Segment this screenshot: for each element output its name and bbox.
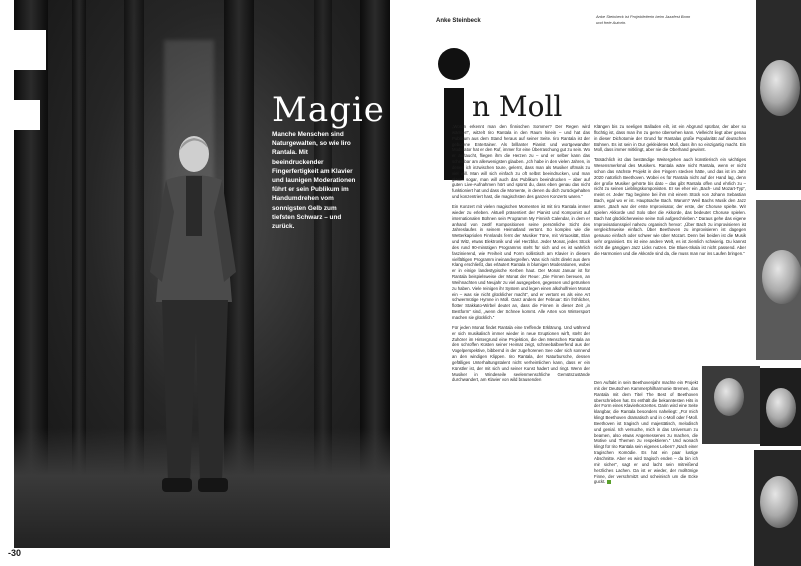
portrait-photo — [754, 450, 801, 566]
right-page — [402, 0, 801, 566]
left-page — [0, 0, 398, 566]
page-title-right — [472, 90, 562, 123]
pianist-figure — [136, 132, 246, 512]
title-rest: n Moll — [472, 90, 563, 123]
text-column-1 — [452, 124, 590, 387]
paragraph: Für jeden Monat findet Rantala eine treffende Erklärung. Und während er sich musikalisch immer wieder in neue Eruptionen wirft, steht der Zuhörer im Hintergrund eine Projektion, die den Menschen Rantala an den schroffen Küsten seiner Heimat zeigt, schneebalbverfend aus der Vogelperspektive, bibbernd in der zugefrorenen See oder sich sonnend an den windigen Klippen. Iiro Rantala, der Naturbursche, dessen gefälliges Unterhaltungstalent nicht verheimlichen kann, dass er ein Künstler ist, der mit sich und seiner Kunst hadert und ringt. Wenn der Musiker in Windeseile seelenmenschliche Gemütszustände durchwandert, am Klavier von wild brausenden — [452, 324, 590, 383]
end-mark — [607, 480, 611, 484]
portrait-photo — [760, 368, 801, 446]
decorative-letter-f — [0, 30, 46, 240]
paragraph-text: Den Auftakt in sein Beethovenjahr machte ein Projekt mit der Deutschen Kammerphilharmonie Bremen, das Rantala mit dem Titel The Best of Beethoven überschrieben hat. Es enthält die bekanntesten Hits in der Form eines Klavierkonzertes. Darin wird eine Seite klangbar, die Rantala besonders naheliegt: „Für mich klingt Beethoven dramatisch und in c-Moll oder f-Moll. Beethoven ist tragisch und majestätisch, melodisch und genial. Ich versuche, mich in das Universum zu beamen, also etwas Angemessenes zu machen, die Motive und Themen zu respektieren.“ Und wonach klingt für Iiro Rantala sein eigenes Leben? „Nach einer tragischen Komödie. Es hat ein paar lustige Abschnitte. Aber es wird tragisch enden – da bin ich mir sicher“, sagt er und lacht sein mitreißend herzliches Lachen. Da ist er wieder, der molltönige Finne, der verschmitzt und scheinisch um die Ecke guckt. — [594, 380, 698, 485]
paragraph: Ein Konzert mit vielen magischen Momenten ist mit Iiro Rantala immer wieder zu erleben. Aktuell präsentiert der Pianist und Komponist auf internationalen Bühnen sein Programm My Finnish Calendar, in dem er anhand von zwölf Kompositionen seine persönliche Sicht des Jahreslaufes in seinem Heimatland vertont. So komplex wie die Wetterkapriolen Finnlands fernt der Musiker Töne, mit Virtuosität, Elan und Witz, etwas Elektronik und viel Herzblut. Jeder Monat, jedes Stück des rund 90-minütigen Programms steht für sich und es ist wahrlich faszinierend, wie Freiheit und Form sollistisch am Klavier in diesem vielfältigen Programm ineinandergreifen. Was sich nicht direkt aus dem Klang erschließt, das erläutert Rantala in blumigen Moderationen, wobei er in einige landestypische Kerben haut. Der Monat Januar ist für Rantala beispielsweise der Monat der Reue: „Die Finnen bereuen, an Weihnachten und Neujahr zu viel ausgegeben, gegessen und getrunken zu haben. Viele reinigen ihr System und legen einen alkoholfreien Monat ein – was sie nicht glücklicher macht“, und er vertont es als eine Art schwermütige Hymne in Moll. Ganz anders der Februar: Ein fröhlicher, flotter Stakkato-Wirbel deutet an, dass die Finnen in dieser Zeit „in Bestform“ sind, „wenn der Schnee kommt. Alle Arten von Wintersport machen sie glücklich.“ — [452, 203, 590, 320]
text-column-2-lower — [594, 380, 698, 489]
author-name: Anke Steinbeck — [436, 18, 481, 24]
paragraph: „Woran erkennt man den finnischen Sommer? Der Regen wird wärmer!“, witzelt Iiro Rantala in den Raum hinein – und hat das Publikum aus dem Stand heraus auf seiner Seite. Iiro Rantala ist der geborene Entertainer. Als brillanter Pianist und wortgewandter Moderator hat er den Ruf, immer für eine Überraschung gut zu sein. Wo er auftaucht, fliegen ihm die Herzen zu – und er selber kann das scheinbar am allerwenigsten glauben. „Ich habe in den vielen Jahren, in denen ich inzwischen toure, gelernt, dass man als Musiker oftmals zu viel will. Man will sich einfach zu oft selbst beeindrucken, und man glaubt sogar, man will auch das Publikum beeindrucken – aber auf guten Live-Aufnahmen hört und spürst du, dass eben genau das nicht funktioniert hat und dass die Momente, in denen du dich zurückgehalten und konzentriert hast, die magischsten des ganzen Konzerts waren.“ — [452, 124, 590, 200]
portrait-photo — [756, 200, 801, 360]
intro-text: Manche Menschen sind Naturgewalten, so wie Iiro Rantala. Mit beeindruckender Fingerfertigkeit am Klavier und launigen Moderationen führt er sein Publikum im Handumdrehen vom sonnigsten Gelb zum tiefsten Schwarz – und zurück. — [272, 131, 356, 231]
text-column-2 — [594, 124, 746, 261]
page-number: -30 — [8, 548, 22, 558]
page-title-left: Magie — [272, 90, 385, 130]
paragraph — [594, 380, 698, 485]
paragraph: Tatsächlich ist das beständige Weitergehen auch künstlerisch ein wichtiges Wesensmerkmal des Musikers. Rantala wäre nicht Rantala, wenn er nicht schon das nächste Projekt in den Fingern stecken hätte, und das ist im Jahr 2020 natürlich Beethoven. Wobei es für Rantala nicht auf der Hand lag, denn der große Musiker gehörte bis dato – das gibt Rantala offen und ehrlich zu – nicht zu seinen Lieblingskomponisten. Er sei eher ein „Bach- und Mozart-Typ“, meint er. Jeder Tag beginne bei ihm mit einem Stück von Johann Sebastian Bach, egal wo er ist. Hauptsache Bach. Warum? Weil Bachs Musik den Jazz atmet. „Bach war der erste Improvisator, der erste, der Choruse spielte. Wir spielen Akkorde und Solo über die Akkorde, das bedeutet Choruse spielen. Bach hat glücklicherweise seine Soli aufgeschrieben.“ Daraus gehe das eigene Improvisationsspiel nahezu organisch hervor: „Über Bach zu improvisieren ist vergleichsweise einfach. Über Beethoven zu improvisieren ist dagegen genauso einfach oder schwer wie über Mozart. Denn bei beiden ist die Musik sehr organisiert. Es ist eine andere Welt, es ist ziemlich schwierig. Du kannst nicht die gängigen Jazz Licks nutzen. Die Blues-Skala ist nicht passend. Aber die Harmonien und die Akkorde sind da, die muss man nur ins Laufen bringen.“ — [594, 157, 746, 256]
author-caption: Anke Steinbeck ist Projektleiterin beim Jazzfest Bonn und freie Autorin. — [596, 14, 691, 25]
forest-photo — [14, 0, 390, 548]
portrait-photo — [702, 366, 760, 444]
portrait-photo — [756, 0, 801, 190]
paragraph: Klängen bis zu seeligen Balladen eilt, ist ein Abgrund spürbar, der aber so flüchtig ist, dass man ihn zu gerne übersehen kann. Vielleicht liegt aber genau in dieser Dichotomie der Grund für Rantalas große Popularität auf deutschen Bühnen. Es ist sein in Dur gekleidetes Moll, dass ihn so einzigartig macht. Ein Moll, dass immer mitklingt, aber nie die Oberhand gewinnt. — [594, 124, 746, 153]
